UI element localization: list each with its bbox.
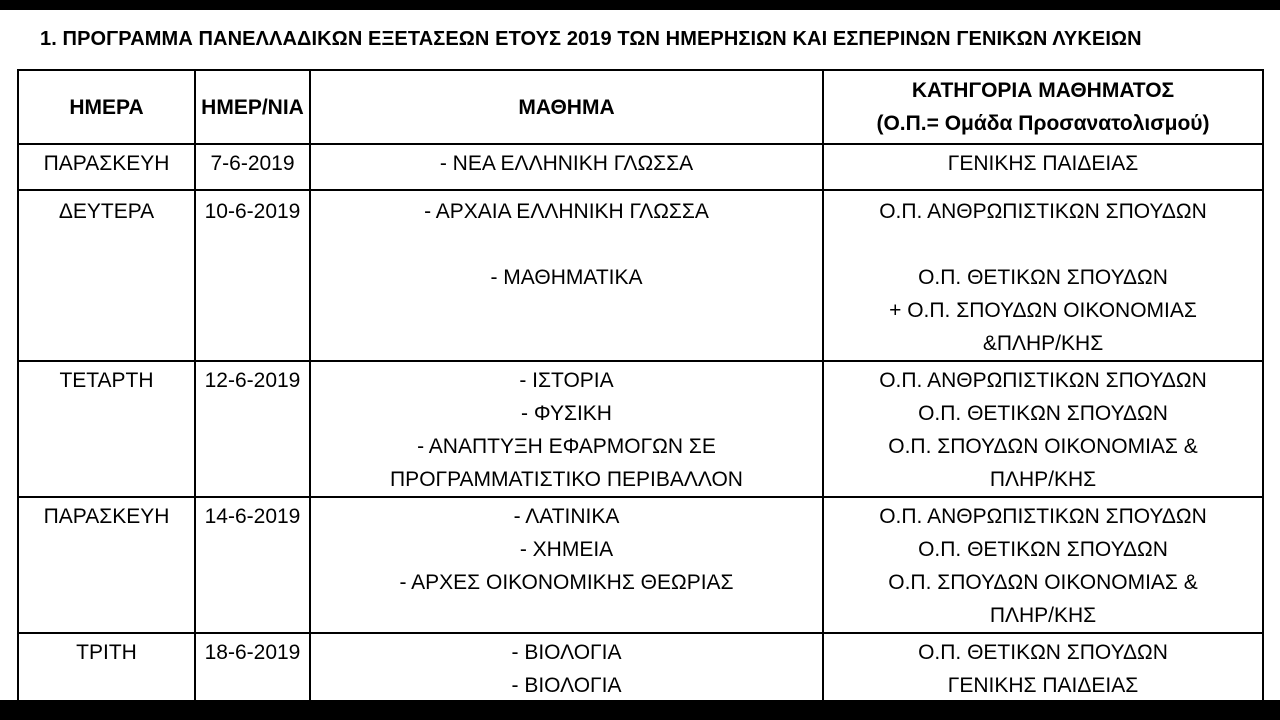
table-row (18, 361, 1263, 497)
subject-line: - ΧΗΜΕΙΑ (519, 538, 614, 561)
cell-day: ΠΑΡΑΣΚΕΥΗ (18, 497, 195, 633)
category-line: &ΠΛΗΡ/ΚΗΣ (982, 332, 1104, 355)
category-line: Ο.Π. ΑΝΘΡΩΠΙΣΤΙΚΩΝ ΣΠΟΥΔΩΝ (879, 369, 1207, 392)
subject-line: - ΒΙΟΛΟΓΙΑ (511, 641, 622, 664)
category-line: Ο.Π. ΘΕΤΙΚΩΝ ΣΠΟΥΔΩΝ (918, 266, 1168, 289)
exam-schedule-table (17, 69, 1264, 704)
cell-category (823, 144, 1263, 190)
cell-subject (310, 497, 823, 633)
header-date: ΗΜΕΡ/ΝΙΑ (195, 70, 310, 144)
subject-line: - ΒΙΟΛΟΓΙΑ (511, 674, 622, 697)
category-line: ΠΛΗΡ/ΚΗΣ (989, 468, 1097, 491)
header-category-note: (Ο.Π.= Ομάδα Προσανατολισμού) (876, 112, 1210, 135)
header-day: ΗΜΕΡΑ (18, 70, 195, 144)
cell-day: ΤΕΤΑΡΤΗ (18, 361, 195, 497)
table-row (18, 144, 1263, 190)
subject-line: - ΑΝΑΠΤΥΞΗ ΕΦΑΡΜΟΓΩΝ ΣΕ (417, 435, 716, 458)
category-line: Ο.Π. ΣΠΟΥΔΩΝ ΟΙΚΟΝΟΜΙΑΣ & (888, 571, 1198, 594)
table-row (18, 190, 1263, 361)
subject-line: - ΑΡΧΕΣ ΟΙΚΟΝΟΜΙΚΗΣ ΘΕΩΡΙΑΣ (399, 571, 734, 594)
cell-subject (310, 361, 823, 497)
cell-day: ΠΑΡΑΣΚΕΥΗ (18, 144, 195, 190)
category-line: + Ο.Π. ΣΠΟΥΔΩΝ ΟΙΚΟΝΟΜΙΑΣ (889, 299, 1197, 322)
cell-date: 14-6-2019 (195, 497, 310, 633)
cell-subject (310, 190, 823, 361)
category-line: ΓΕΝΙΚΗΣ ΠΑΙΔΕΙΑΣ (947, 152, 1139, 175)
cell-date: 12-6-2019 (195, 361, 310, 497)
header-category (823, 70, 1263, 144)
subject-line: - ΦΥΣΙΚΗ (521, 402, 612, 425)
subject-line: - ΙΣΤΟΡΙΑ (519, 369, 614, 392)
cell-category (823, 361, 1263, 497)
table-row (18, 633, 1263, 703)
category-line: Ο.Π. ΑΝΘΡΩΠΙΣΤΙΚΩΝ ΣΠΟΥΔΩΝ (879, 505, 1207, 528)
page-title: 1. ΠΡΟΓΡΑΜΜΑ ΠΑΝΕΛΛΑΔΙΚΩΝ ΕΞΕΤΑΣΕΩΝ ΕΤΟΥΣ 2019 ΤΩΝ ΗΜΕΡΗΣΙΩΝ ΚΑΙ ΕΣΠΕΡΙΝΩΝ ΓΕΝΙΚΩΝ ΛΥΚΕΙΩΝ (40, 28, 1142, 50)
cell-category (823, 633, 1263, 703)
subject-line: ΠΡΟΓΡΑΜΜΑΤΙΣΤΙΚΟ ΠΕΡΙΒΑΛΛΟΝ (390, 468, 743, 491)
category-line: ΓΕΝΙΚΗΣ ΠΑΙΔΕΙΑΣ (947, 674, 1139, 697)
cell-date: 10-6-2019 (195, 190, 310, 361)
header-subject: ΜΑΘΗΜΑ (310, 70, 823, 144)
subject-line: - ΑΡΧΑΙΑ ΕΛΛΗΝΙΚΗ ΓΛΩΣΣΑ (424, 200, 709, 223)
cell-date: 18-6-2019 (195, 633, 310, 703)
header-category-title: ΚΑΤΗΓΟΡΙΑ ΜΑΘΗΜΑΤΟΣ (911, 79, 1175, 102)
subject-line: - ΜΑΘΗΜΑΤΙΚΑ (490, 266, 643, 289)
bottom-bar (0, 700, 1280, 720)
table-row (18, 497, 1263, 633)
cell-subject (310, 633, 823, 703)
category-line: Ο.Π. ΘΕΤΙΚΩΝ ΣΠΟΥΔΩΝ (918, 402, 1168, 425)
category-line: Ο.Π. ΑΝΘΡΩΠΙΣΤΙΚΩΝ ΣΠΟΥΔΩΝ (879, 200, 1207, 223)
cell-subject (310, 144, 823, 190)
cell-day: ΤΡΙΤΗ (18, 633, 195, 703)
subject-line: - ΝΕΑ ΕΛΛΗΝΙΚΗ ΓΛΩΣΣΑ (439, 152, 694, 175)
cell-category (823, 497, 1263, 633)
cell-day: ΔΕΥΤΕΡΑ (18, 190, 195, 361)
document-page (0, 10, 1280, 700)
subject-line: - ΛΑΤΙΝΙΚΑ (513, 505, 620, 528)
table-header-row (18, 70, 1263, 144)
cell-category (823, 190, 1263, 361)
category-line: Ο.Π. ΘΕΤΙΚΩΝ ΣΠΟΥΔΩΝ (918, 641, 1168, 664)
cell-date: 7-6-2019 (195, 144, 310, 190)
category-line: ΠΛΗΡ/ΚΗΣ (989, 604, 1097, 627)
category-line: Ο.Π. ΣΠΟΥΔΩΝ ΟΙΚΟΝΟΜΙΑΣ & (888, 435, 1198, 458)
category-line: Ο.Π. ΘΕΤΙΚΩΝ ΣΠΟΥΔΩΝ (918, 538, 1168, 561)
